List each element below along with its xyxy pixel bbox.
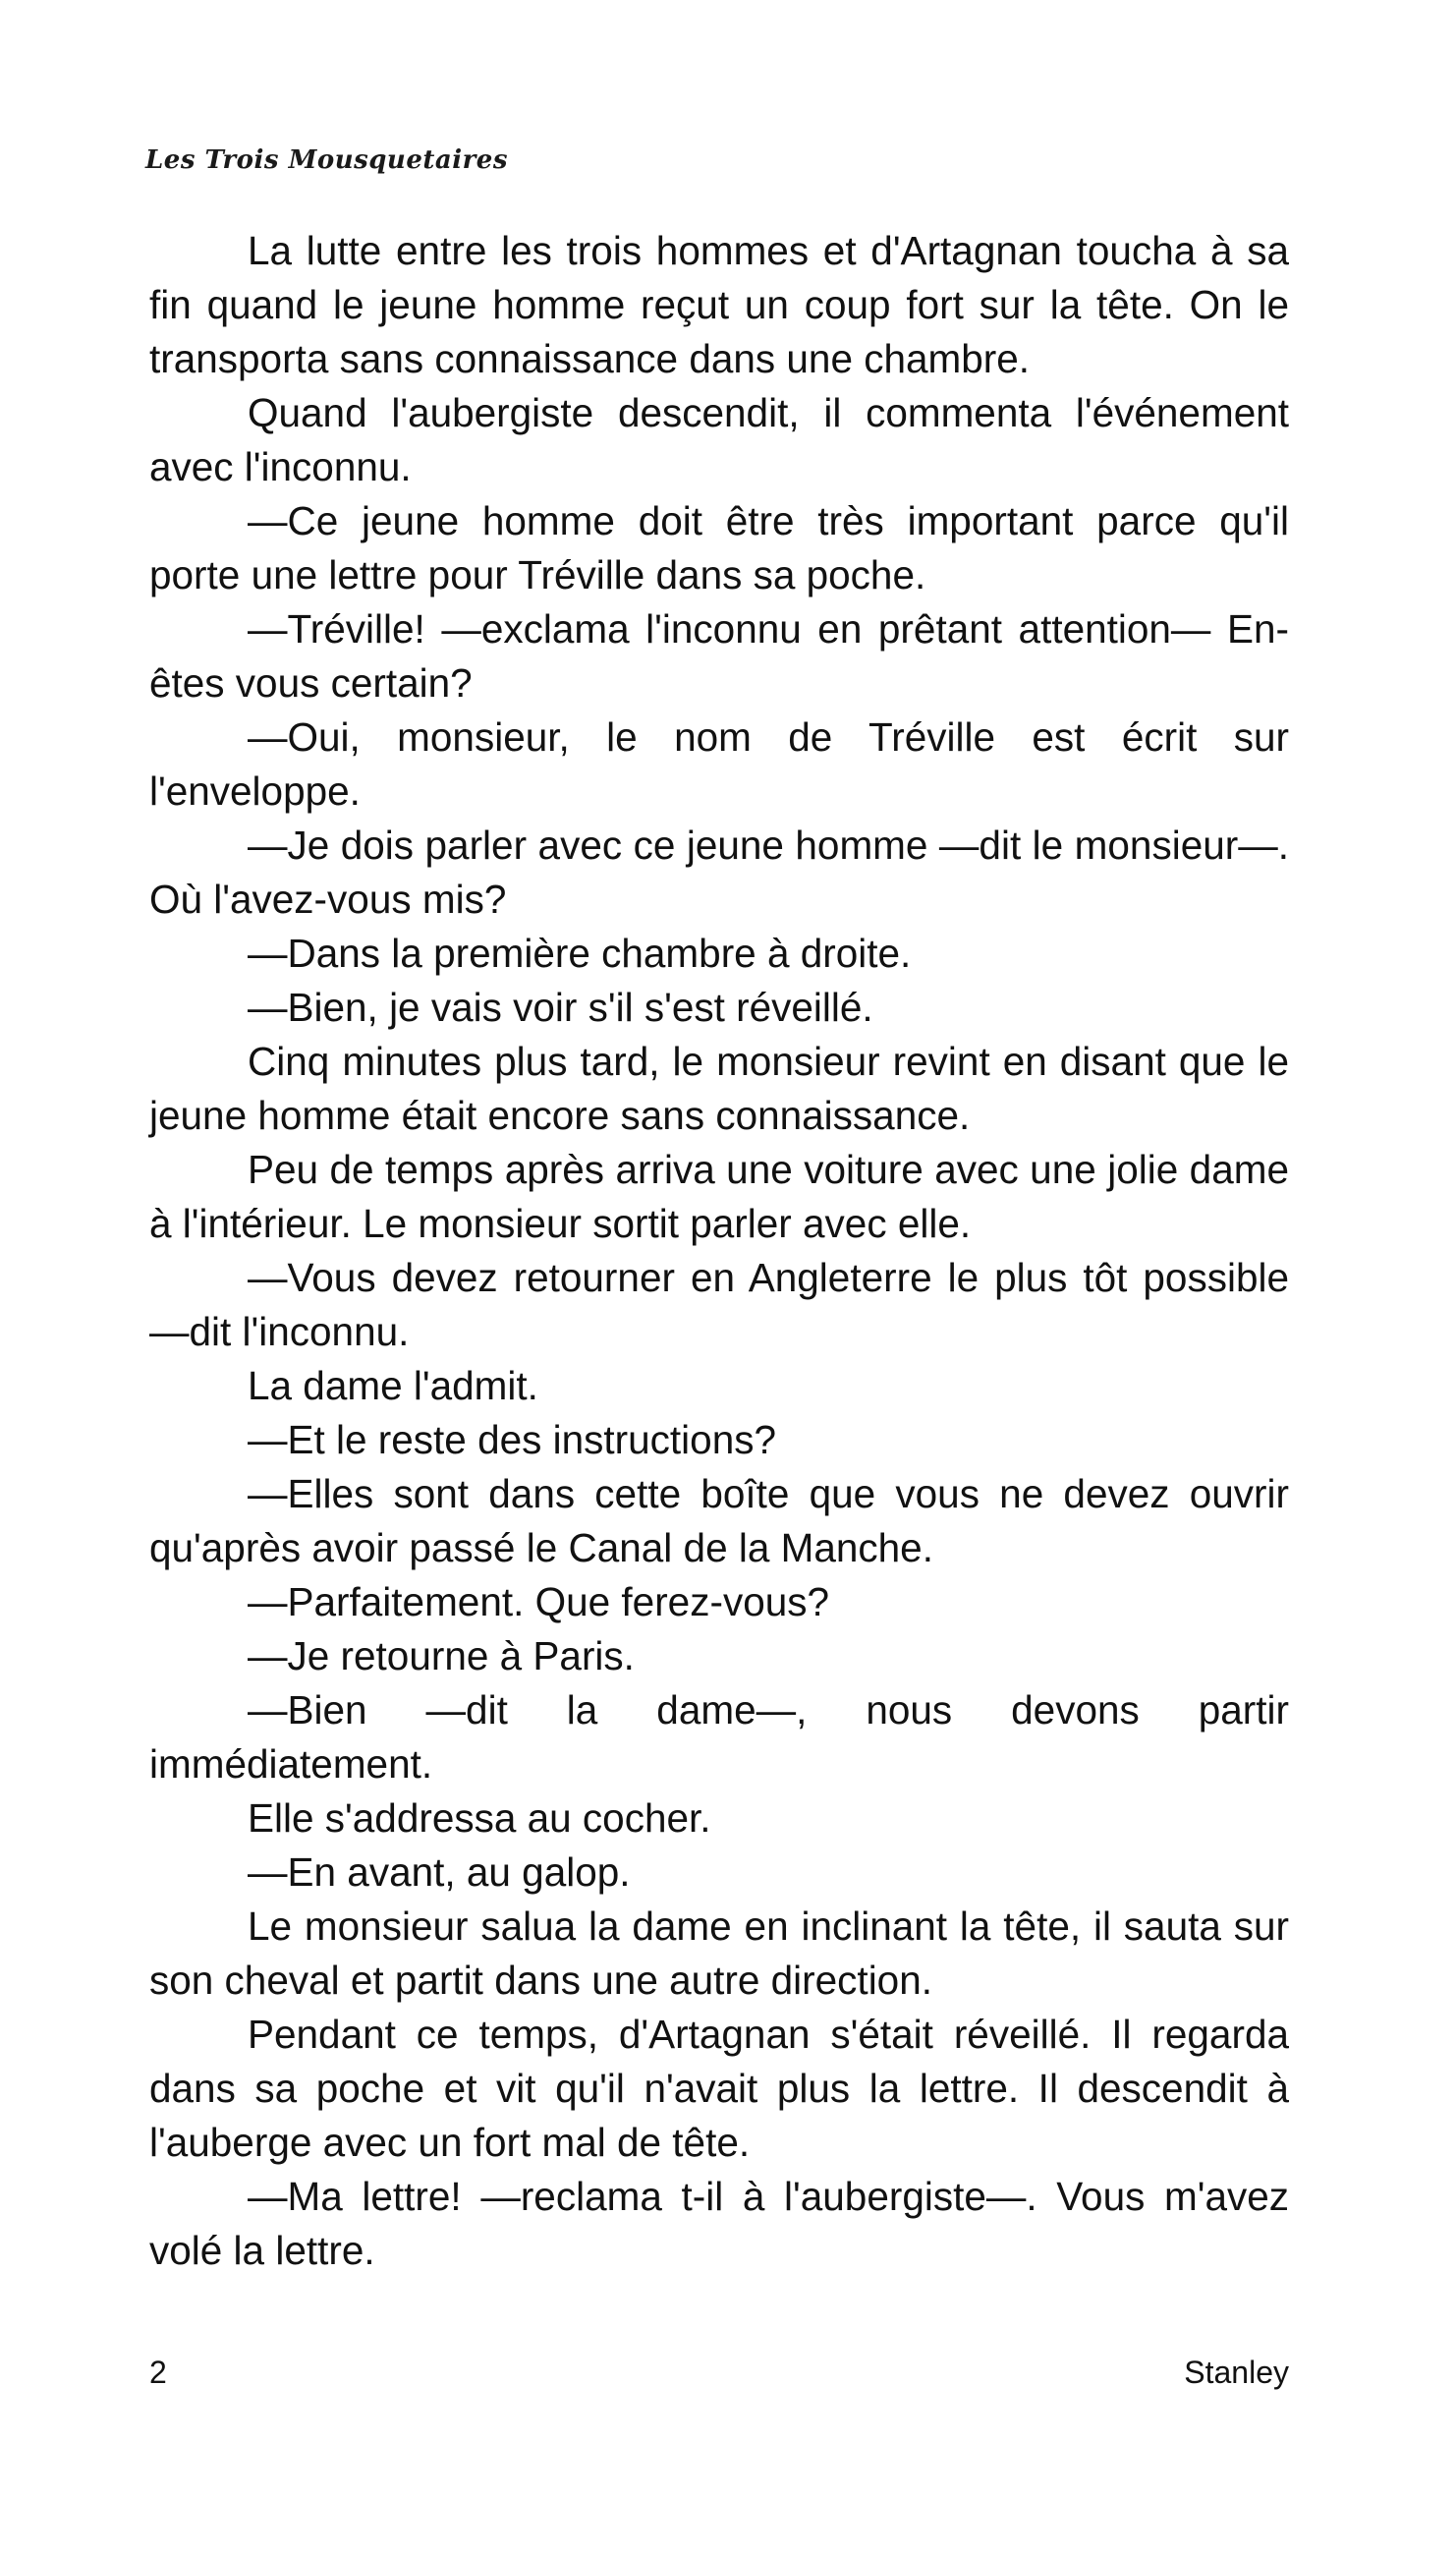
paragraph: —Et le reste des instructions? xyxy=(248,1417,776,1462)
paragraph: La dame l'admit. xyxy=(248,1363,538,1408)
paragraph: Le monsieur salua la dame en inclinant la tête, il sauta sur son cheval et partit dans une autre direction. xyxy=(149,1903,1289,2003)
page-number: 2 xyxy=(149,2355,167,2390)
paragraph: —Vous devez retourner en Angleterre le plus tôt possible —dit l'inconnu. xyxy=(149,1255,1289,1354)
paragraph: —Je retourne à Paris. xyxy=(248,1633,635,1678)
paragraph: Peu de temps après arriva une voiture avec une jolie dame à l'intérieur. Le monsieur sortit parler avec elle. xyxy=(149,1147,1289,1246)
paragraph: —Dans la première chambre à droite. xyxy=(248,931,912,976)
paragraph: —Tréville! —exclama l'inconnu en prêtant attention— En-êtes vous certain? xyxy=(149,606,1289,706)
paragraph: —Je dois parler avec ce jeune homme —dit le monsieur—. Où l'avez-vous mis? xyxy=(149,823,1289,922)
paragraph: —Bien —dit la dame—, nous devons partir immédiatement. xyxy=(149,1687,1289,1787)
paragraph: Cinq minutes plus tard, le monsieur revint en disant que le jeune homme était encore sans connaissance. xyxy=(149,1039,1289,1138)
paragraph: La lutte entre les trois hommes et d'Artagnan toucha à sa fin quand le jeune homme reçut un coup fort sur la tête. On le transporta sans connaissance dans une chambre. xyxy=(149,228,1289,381)
paragraph: —Elles sont dans cette boîte que vous ne devez ouvrir qu'après avoir passé le Canal de la Manche. xyxy=(149,1471,1289,1570)
publisher-name: Stanley xyxy=(1184,2355,1289,2390)
paragraph: —Parfaitement. Que ferez-vous? xyxy=(248,1579,830,1624)
page-footer xyxy=(149,2355,1289,2394)
body-text xyxy=(149,224,1289,2278)
paragraph: Pendant ce temps, d'Artagnan s'était réveillé. Il regarda dans sa poche et vit qu'il n'avait plus la lettre. Il descendit à l'auberge avec un fort mal de tête. xyxy=(149,2012,1289,2165)
paragraph: —En avant, au galop. xyxy=(248,1849,631,1895)
paragraph: —Ma lettre! —reclama t-il à l'aubergiste—. Vous m'avez volé la lettre. xyxy=(149,2174,1289,2273)
running-title: Les Trois Mousquetaires xyxy=(145,145,508,175)
paragraph: —Oui, monsieur, le nom de Tréville est écrit sur l'enveloppe. xyxy=(149,714,1289,814)
paragraph: Quand l'aubergiste descendit, il commenta l'événement avec l'inconnu. xyxy=(149,390,1289,489)
paragraph: —Ce jeune homme doit être très important parce qu'il porte une lettre pour Tréville dans sa poche. xyxy=(149,498,1289,597)
paragraph: —Bien, je vais voir s'il s'est réveillé. xyxy=(248,985,873,1030)
paragraph: Elle s'addressa au cocher. xyxy=(248,1795,711,1841)
